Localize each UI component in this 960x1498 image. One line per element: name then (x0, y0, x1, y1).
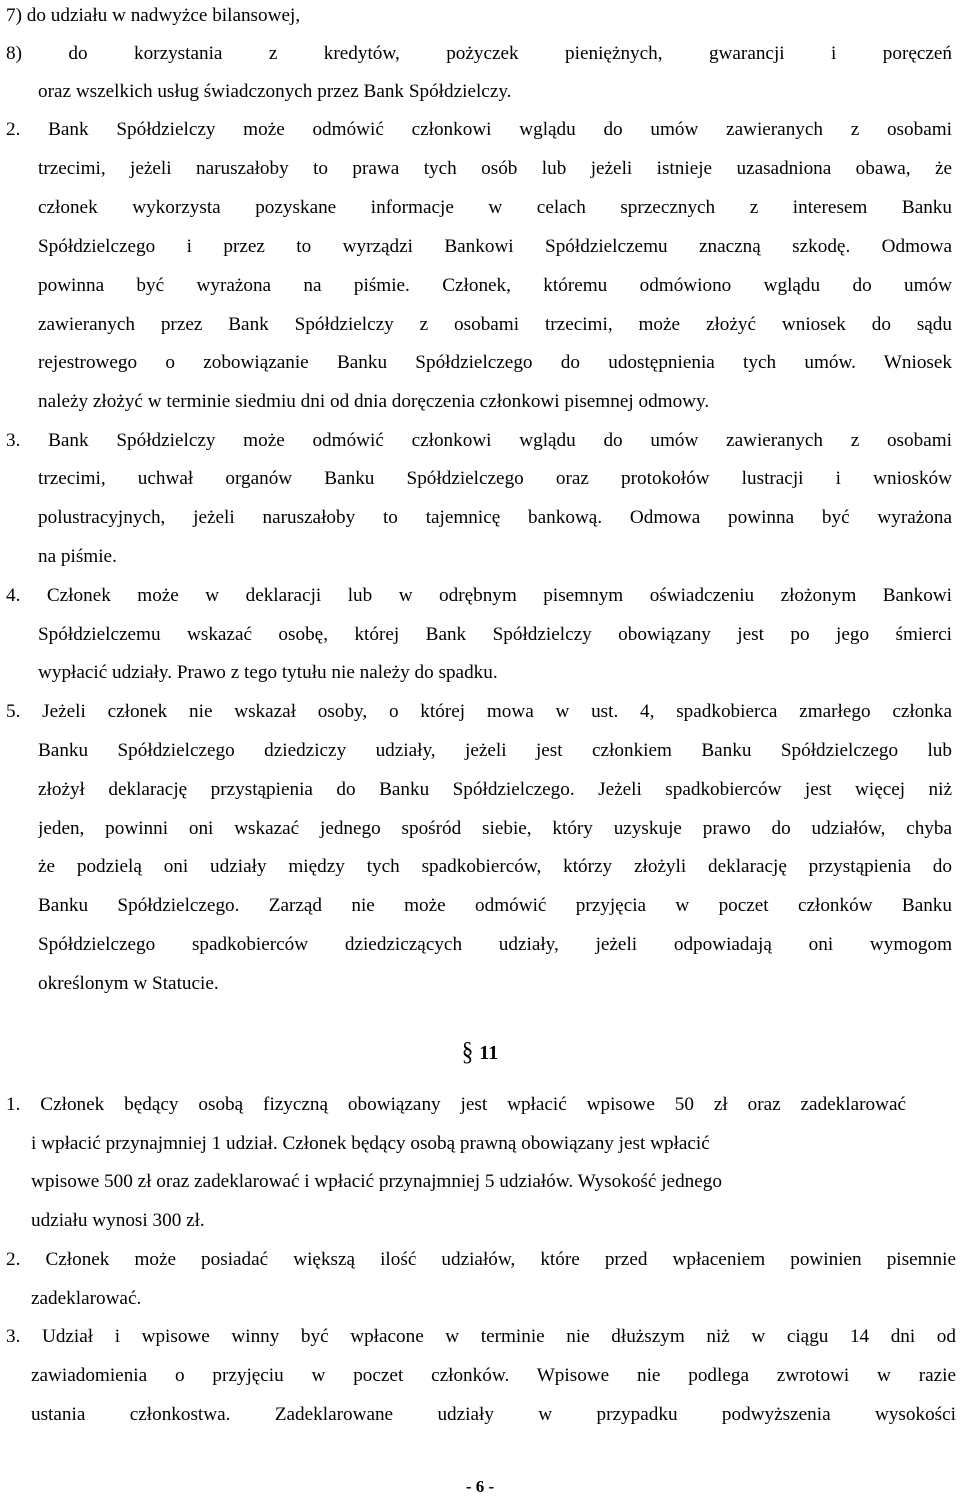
paragraph-4-line-2: Spółdzielczemu wskazać osobę, której Bank Spółdzielczy obowiązany jest po jego śmierci (38, 624, 952, 645)
s11-paragraph-2-line-2: zadeklarować. (31, 1288, 142, 1309)
paragraph-2-line-1: 2. Bank Spółdzielczy może odmówić członkowi wglądu do umów zawieranych z osobami (6, 119, 952, 140)
section-heading (0, 1037, 960, 1066)
s11-paragraph-1-line-3: wpisowe 500 zł oraz zadeklarować i wpłacić przynajmniej 5 udziałów. Wysokość jednego (31, 1171, 722, 1192)
s11-paragraph-1-line-2: i wpłacić przynajmniej 1 udział. Członek będący osobą prawną obowiązany jest wpłacić (31, 1133, 710, 1154)
paragraph-2-line-4: Spółdzielczego i przez to wyrządzi Bankowi Spółdzielczemu znaczną szkodę. Odmowa (38, 236, 952, 257)
paragraph-3-line-2: trzecimi, uchwał organów Banku Spółdzielczego oraz protokołów lustracji i wniosków (38, 468, 952, 489)
list-item-8: 8) do korzystania z kredytów, pożyczek pieniężnych, gwarancji i poręczeń (6, 43, 952, 64)
s11-paragraph-2-line-1: 2. Członek może posiadać większą ilość udziałów, które przed wpłaceniem powinien pisemnie (6, 1249, 956, 1270)
paragraph-5-line-2: Banku Spółdzielczego dziedziczy udziały, jeżeli jest członkiem Banku Spółdzielczego lub (38, 740, 952, 761)
paragraph-2-line-6: zawieranych przez Bank Spółdzielczy z osobami trzecimi, może złożyć wniosek do sądu (38, 314, 952, 335)
list-item-7: 7) do udziału w nadwyżce bilansowej, (6, 5, 301, 26)
s11-paragraph-1-line-4: udziału wynosi 300 zł. (31, 1210, 205, 1231)
s11-paragraph-3-line-2: zawiadomienia o przyjęciu w poczet członków. Wpisowe nie podlega zwrotowi w razie (31, 1365, 956, 1386)
paragraph-3-line-1: 3. Bank Spółdzielczy może odmówić członkowi wglądu do umów zawieranych z osobami (6, 430, 952, 451)
paragraph-2-line-3: członek wykorzysta pozyskane informacje w celach sprzecznych z interesem Banku (38, 197, 952, 218)
section-number: 11 (479, 1042, 499, 1064)
paragraph-4-line-3: wypłacić udziały. Prawo z tego tytułu nie należy do spadku. (38, 662, 498, 683)
paragraph-2-line-2: trzecimi, jeżeli naruszałoby to prawa tych osób lub jeżeli istnieje uzasadniona obawa, że (38, 158, 952, 179)
paragraph-2-line-7: rejestrowego o zobowiązanie Banku Spółdzielczego do udostępnienia tych umów. Wniosek (38, 352, 952, 373)
s11-paragraph-1-line-1: 1. Członek będący osobą fizyczną obowiązany jest wpłacić wpisowe 50 zł oraz zadeklarować (6, 1094, 906, 1115)
paragraph-2-line-5: powinna być wyrażona na piśmie. Członek, któremu odmówiono wglądu do umów (38, 275, 952, 296)
paragraph-3-line-4: na piśmie. (38, 546, 117, 567)
section-symbol: § (461, 1037, 474, 1066)
paragraph-5-line-4: jeden, powinni oni wskazać jednego spośród siebie, który uzyskuje prawo do udziałów, chyba (38, 818, 952, 839)
paragraph-5-line-6: Banku Spółdzielczego. Zarząd nie może odmówić przyjęcia w poczet członków Banku (38, 895, 952, 916)
paragraph-4-line-1: 4. Członek może w deklaracji lub w odrębnym pisemnym oświadczeniu złożonym Bankowi (6, 585, 952, 606)
page-number: - 6 - (465, 1477, 495, 1496)
s11-paragraph-3-line-1: 3. Udział i wpisowe winny być wpłacone w terminie nie dłuższym niż w ciągu 14 dni od (6, 1326, 956, 1347)
paragraph-5-line-3: złożył deklarację przystąpienia do Banku Spółdzielczego. Jeżeli spadkobierców jest więcej niż (38, 779, 952, 800)
paragraph-5-line-7: Spółdzielczego spadkobierców dziedziczących udziały, jeżeli odpowiadają oni wymogom (38, 934, 952, 955)
paragraph-5-line-1: 5. Jeżeli członek nie wskazał osoby, o której mowa w ust. 4, spadkobierca zmarłego członka (6, 701, 952, 722)
paragraph-2-line-8: należy złożyć w terminie siedmiu dni od dnia doręczenia członkowi pisemnej odmowy. (38, 391, 710, 412)
s11-paragraph-3-line-3: ustania członkostwa. Zadeklarowane udziały w przypadku podwyższenia wysokości (31, 1404, 956, 1425)
paragraph-5-line-8: określonym w Statucie. (38, 973, 219, 994)
paragraph-3-line-3: polustracyjnych, jeżeli naruszałoby to tajemnicę bankową. Odmowa powinna być wyrażona (38, 507, 952, 528)
paragraph-5-line-5: że podzielą oni udziały między tych spadkobierców, którzy złożyli deklarację przystąpienia do (38, 856, 952, 877)
list-item-8-cont: oraz wszelkich usług świadczonych przez Bank Spółdzielczy. (38, 81, 512, 102)
